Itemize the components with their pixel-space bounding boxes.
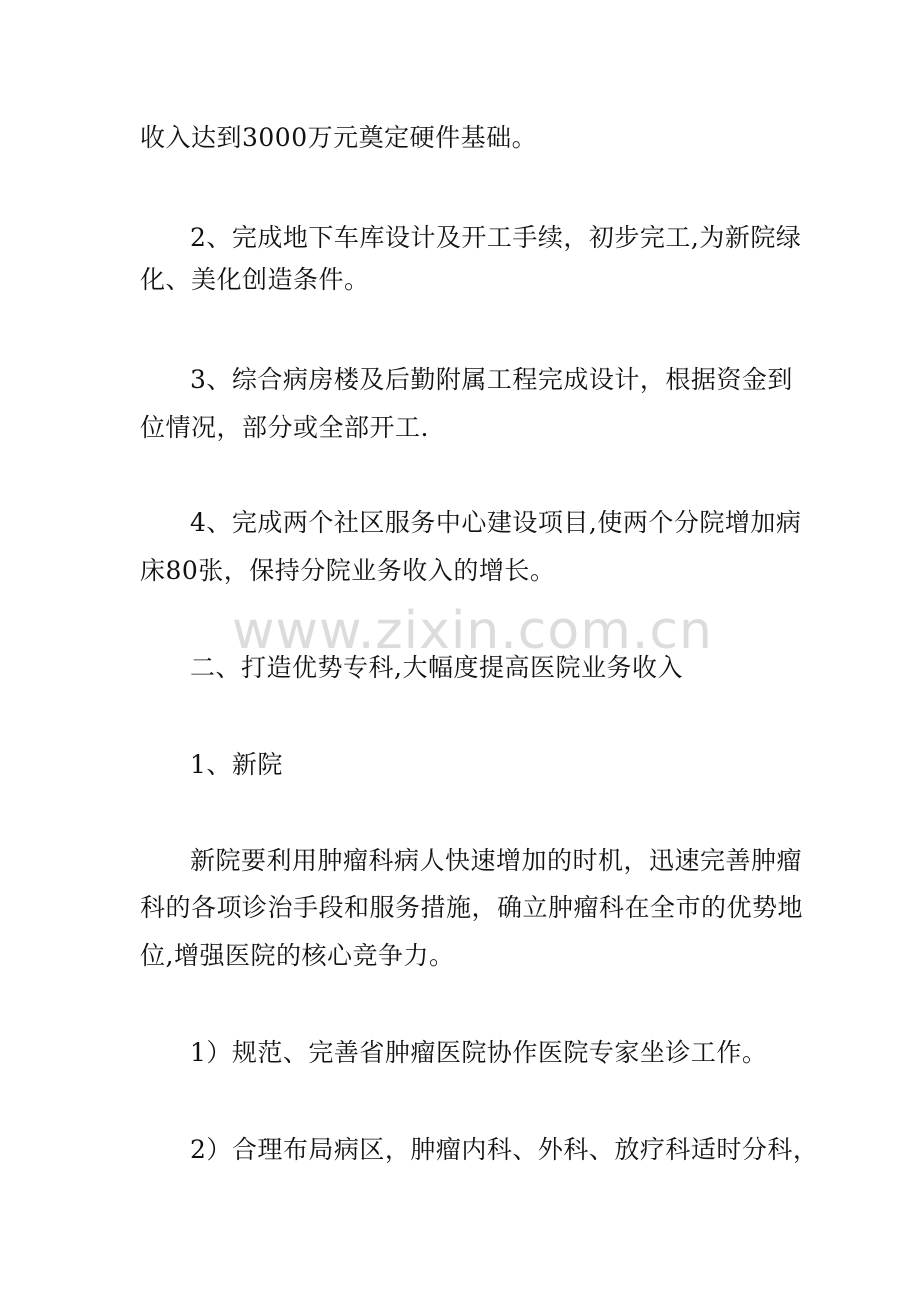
paragraph-line: 位情况，部分或全部开工. <box>140 413 429 442</box>
paragraph-line: 3、综合病房楼及后勤附属工程完成设计，根据资金到 <box>190 365 793 394</box>
list-item: 1）规范、完善省肿瘤医院协作医院专家坐诊工作。 <box>190 1038 768 1067</box>
paragraph-line: 收入达到3000万元奠定硬件基础。 <box>140 123 538 152</box>
paragraph-line: 化、美化创造条件。 <box>140 265 370 294</box>
list-item: 2）合理布局病区，肿瘤内科、外科、放疗科适时分科， <box>190 1135 819 1164</box>
section-heading: 二、打造优势专科,大幅度提高医院业务收入 <box>190 653 683 682</box>
paragraph-line: 床80张，保持分院业务收入的增长。 <box>140 556 556 585</box>
subsection-heading: 1、新院 <box>190 750 283 779</box>
paragraph-line: 4、完成两个社区服务中心建设项目,使两个分院增加病 <box>190 508 802 537</box>
paragraph-line: 位,增强医院的核心竞争力。 <box>140 941 455 970</box>
paragraph-line: 新院要利用肿瘤科病人快速增加的时机，迅速完善肿瘤 <box>190 846 803 875</box>
watermark: www.zixin.com.cn <box>232 601 713 661</box>
paragraph-line: 2、完成地下车库设计及开工手续，初步完工,为新院绿 <box>190 223 802 252</box>
paragraph-line: 科的各项诊治手段和服务措施，确立肿瘤科在全市的优势地 <box>140 893 804 922</box>
